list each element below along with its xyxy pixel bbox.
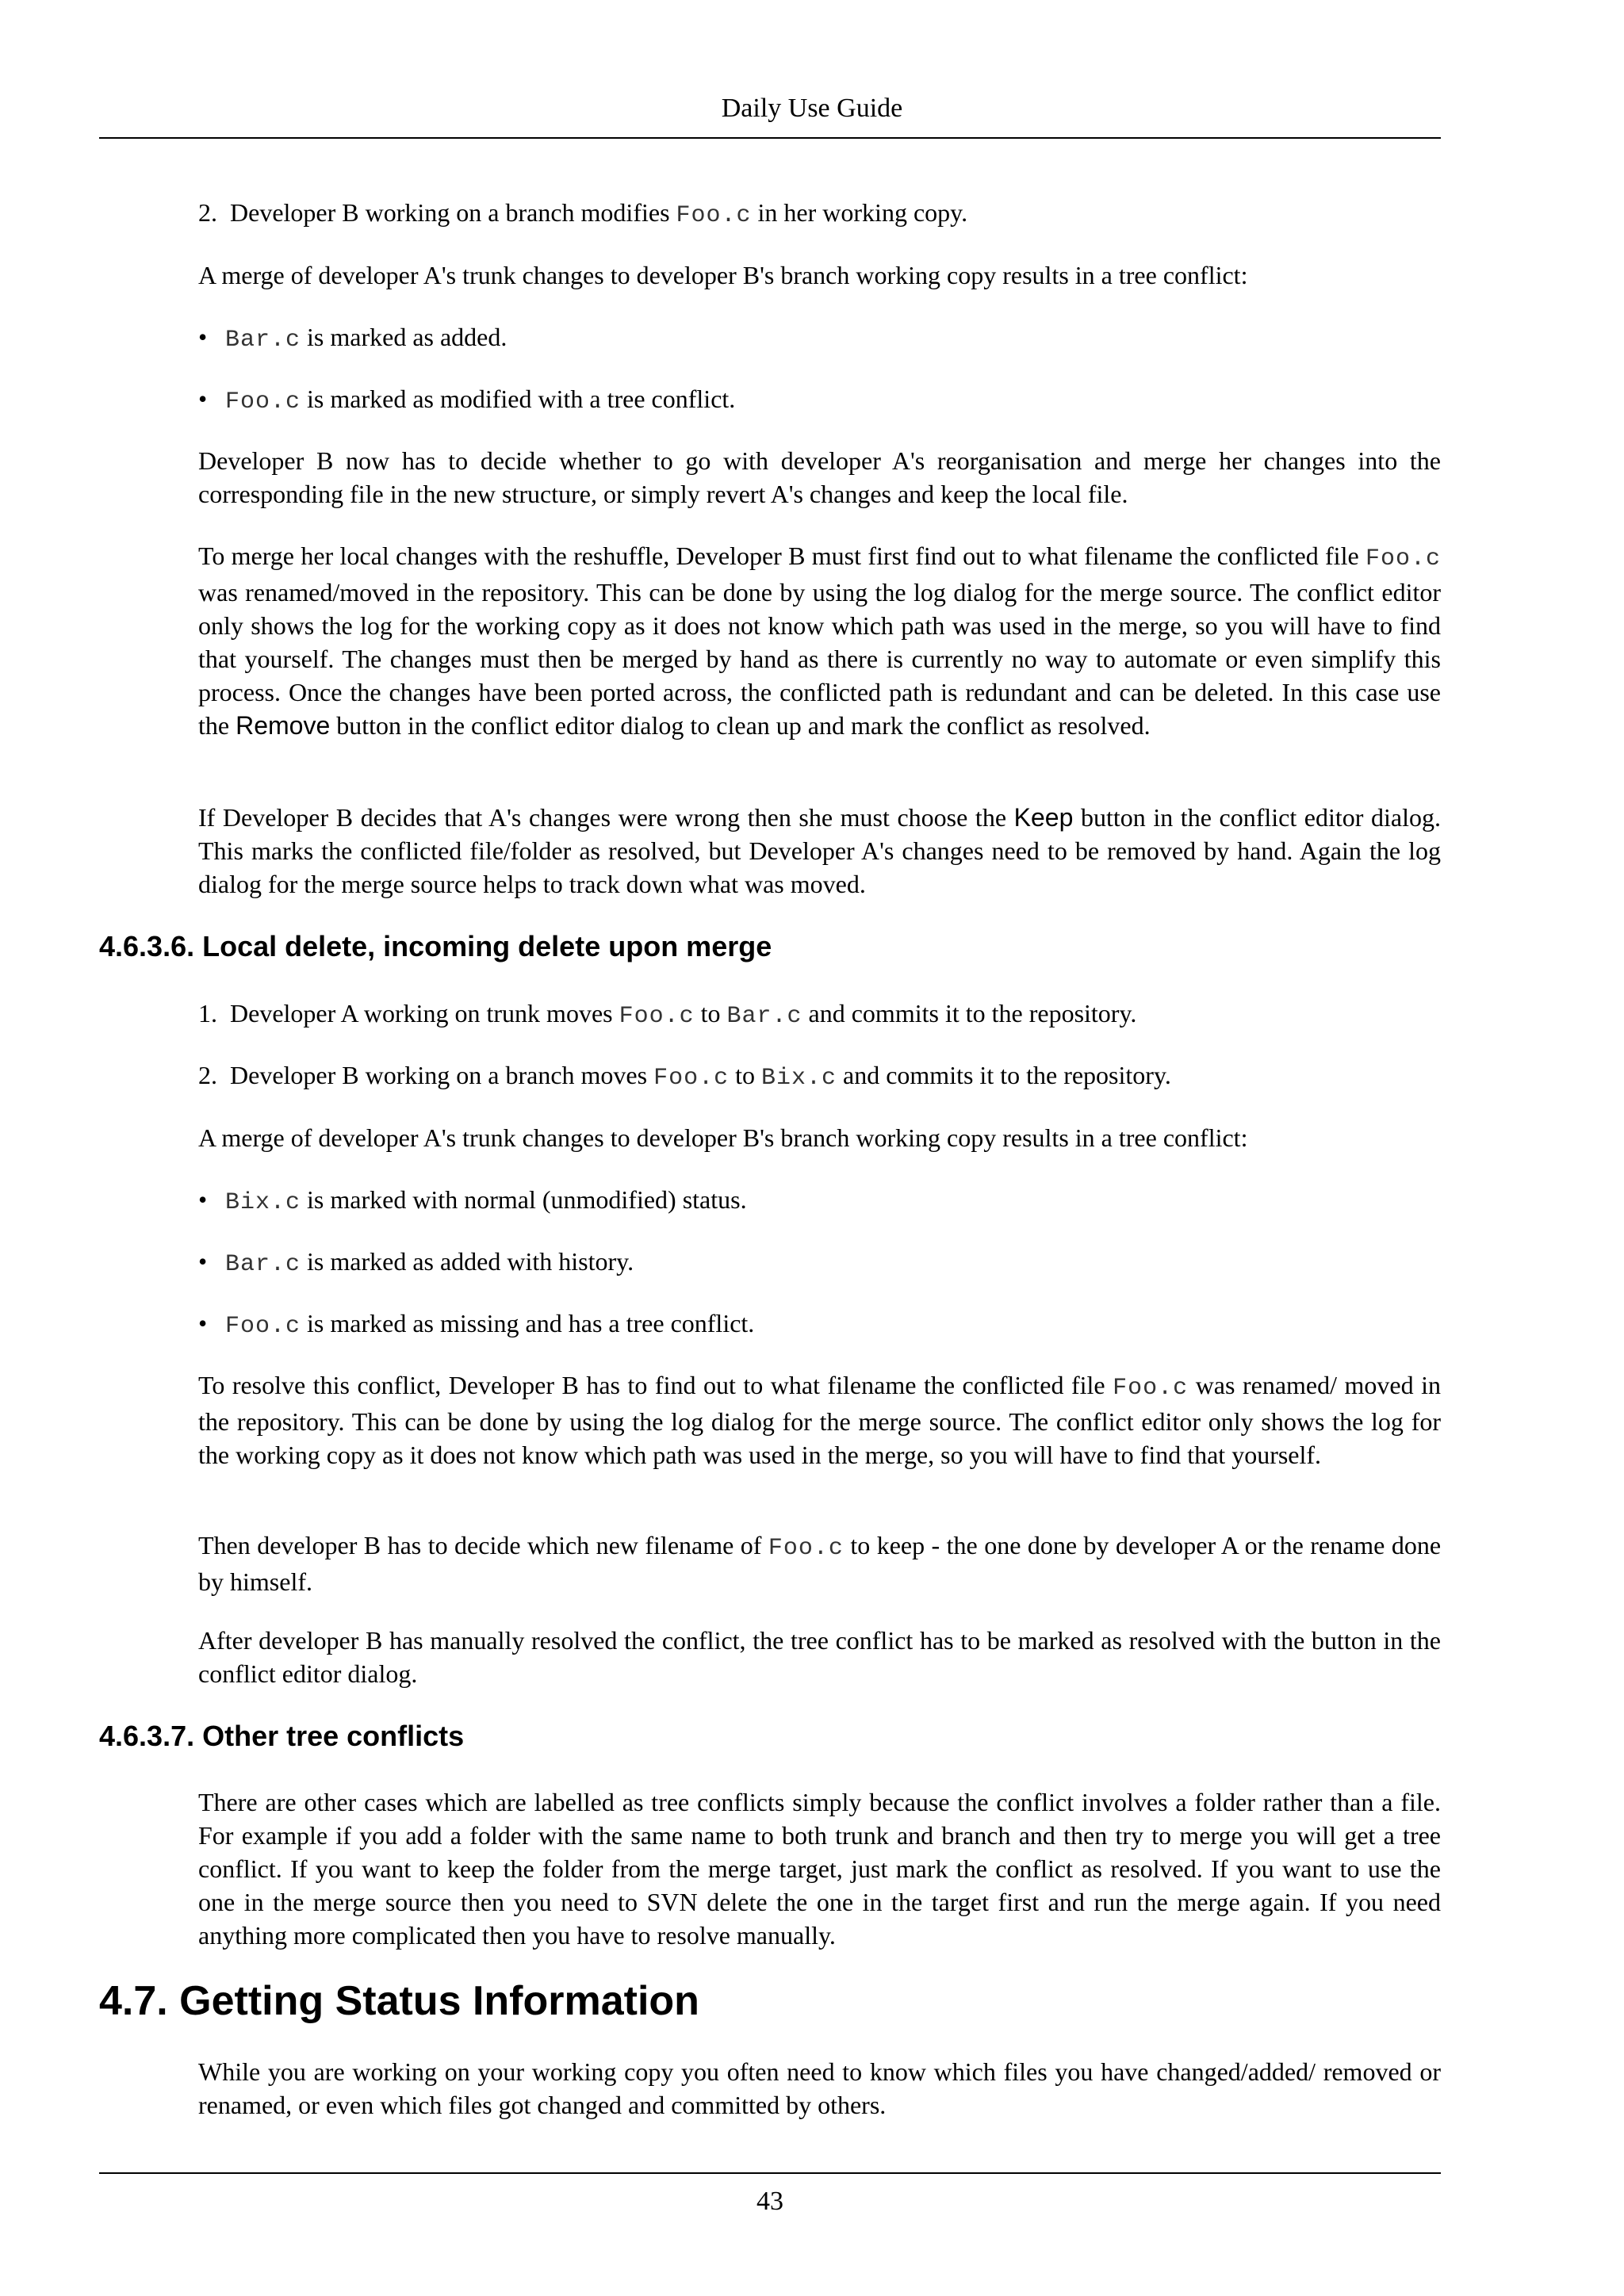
keep-button-label: Keep — [1013, 803, 1074, 832]
merge-result-paragraph: A merge of developer A's trunk changes to developer B's branch working copy results in a tree conflict: — [198, 261, 1248, 289]
keep-paragraph — [198, 801, 1441, 901]
bullet-item — [198, 1183, 1441, 1219]
then-paragraph — [198, 1529, 1441, 1598]
bullet-text: is marked as added. — [307, 323, 508, 351]
bullet-icon: • — [198, 1185, 208, 1214]
bullet-icon: • — [198, 385, 208, 413]
step-text: in her working copy. — [757, 198, 968, 227]
merge-instructions-paragraph — [198, 539, 1441, 742]
step-text: to — [735, 1061, 755, 1089]
step-text: and commits it to the repository. — [808, 999, 1137, 1027]
bullet-text: is marked with normal (unmodified) status. — [307, 1185, 747, 1214]
filename-code: Foo.c — [653, 1065, 730, 1092]
filename-code: Bix.c — [760, 1065, 837, 1092]
filename-code: Foo.c — [225, 1313, 301, 1340]
bullet-item — [198, 320, 1441, 357]
bullet-item — [198, 1307, 1441, 1343]
filename-code: Bar.c — [225, 1251, 301, 1278]
status-info-paragraph: While you are working on your working copy you often need to know which files you have changed/added/ removed or renamed, or even which files got changed and committed by others. — [198, 2057, 1441, 2119]
bullet-icon: • — [198, 1247, 208, 1276]
running-header: Daily Use Guide — [721, 94, 903, 123]
filename-code: Foo.c — [1365, 545, 1442, 572]
page-number: 43 — [756, 2187, 783, 2216]
step-text: and commits it to the repository. — [843, 1061, 1171, 1089]
step-text: Developer B working on a branch moves — [230, 1061, 648, 1089]
bullet-text: is marked as missing and has a tree conflict. — [307, 1309, 755, 1337]
section-heading-4-6-3-6: 4.6.3.6. Local delete, incoming delete upon merge — [99, 930, 772, 962]
step-number: 2. — [198, 1061, 217, 1089]
bullet-item — [198, 382, 1441, 419]
step-1-item — [198, 997, 1441, 1033]
paragraph-text: button in the conflict editor dialog to clean up and mark the conflict as resolved. — [336, 711, 1151, 740]
paragraph-text: was renamed/ moved in the repository. This can be done by using the log dialog for the merge source. The conflict editor only shows the log for the working copy as it does not know which path was used in the merge, so you will have to find that yourself. — [198, 1371, 1442, 1469]
section-heading-4-6-3-7: 4.6.3.7. Other tree conflicts — [99, 1720, 465, 1752]
paragraph-text: To resolve this conflict, Developer B has to find out to what filename the conflicted file — [198, 1371, 1105, 1399]
filename-code: Foo.c — [768, 1535, 844, 1562]
step-text: to — [700, 999, 721, 1027]
other-conflicts-paragraph: There are other cases which are labelled as tree conflicts simply because the conflict involves a folder rather than a file. For example if you add a folder with the same name to both trunk and branch and then try to merge you will get a tree conflict. If you want to keep the folder from the merge target, just mark the conflict as resolved. If you want to use the one in the merge source then you need to SVN delete the one in the target first and run the merge again. If you need anything more complicated then you have to resolve manually. — [198, 1788, 1441, 1950]
filename-code: Foo.c — [225, 388, 301, 415]
paragraph-text: To merge her local changes with the reshuffle, Developer B must first find out to what filename the conflicted file — [198, 541, 1359, 570]
decide-paragraph: Developer B now has to decide whether to go with developer A's reorganisation and merge her changes into the corresponding file in the new structure, or simply revert A's changes and keep the local file. — [198, 446, 1441, 508]
bullet-icon: • — [198, 1309, 208, 1337]
filename-code: Bar.c — [726, 1003, 802, 1030]
filename-code: Foo.c — [676, 202, 752, 229]
filename-code: Foo.c — [1113, 1375, 1189, 1402]
bullet-icon: • — [198, 323, 208, 351]
paragraph-text: If Developer B decides that A's changes were wrong then she must choose the — [198, 803, 1007, 832]
bullet-text: is marked as added with history. — [307, 1247, 634, 1276]
filename-code: Bix.c — [225, 1189, 301, 1216]
bullet-text: is marked as modified with a tree conflict. — [307, 385, 736, 413]
filename-code: Bar.c — [225, 327, 301, 354]
paragraph-text: Then developer B has to decide which new filename of — [198, 1531, 762, 1559]
paragraph-text: was renamed/moved in the repository. This can be done by using the log dialog for the merge source. The conflict editor only shows the log for the working copy as it does not know which path was used in the merge, so you will have to find that yourself. The changes must then be merged by hand as there is currently no way to automate or even simplify this process. Once the changes have been ported across, the conflicted path is redundant and can be deleted. In this case use the — [198, 578, 1441, 740]
footer-rule — [99, 2172, 1441, 2174]
step-text: Developer B working on a branch modifies — [230, 198, 670, 227]
section-heading-4-7: 4.7. Getting Status Information — [99, 1978, 699, 2024]
step-2-item — [198, 1058, 1441, 1095]
step-number: 2. — [198, 198, 217, 227]
step-2-item — [198, 196, 1441, 232]
filename-code: Foo.c — [619, 1003, 695, 1030]
paragraph-text: button in the conflict editor dialog. This marks the conflicted file/folder as resolved, but Developer A's changes need to be removed by hand. Again the log dialog for the merge source helps to track down what was moved. — [198, 803, 1442, 898]
header-rule — [99, 137, 1441, 139]
merge-result-paragraph: A merge of developer A's trunk changes to developer B's branch working copy results in a tree conflict: — [198, 1123, 1248, 1152]
resolve-paragraph — [198, 1368, 1441, 1471]
remove-button-label: Remove — [236, 711, 331, 740]
step-text: Developer A working on trunk moves — [230, 999, 613, 1027]
bullet-item — [198, 1245, 1441, 1281]
paragraph-text: to keep - the one done by developer A or the rename done by himself. — [198, 1531, 1442, 1596]
after-paragraph: After developer B has manually resolved the conflict, the tree conflict has to be marked as resolved with the button in the conflict editor dialog. — [198, 1626, 1441, 1688]
step-number: 1. — [198, 999, 217, 1027]
